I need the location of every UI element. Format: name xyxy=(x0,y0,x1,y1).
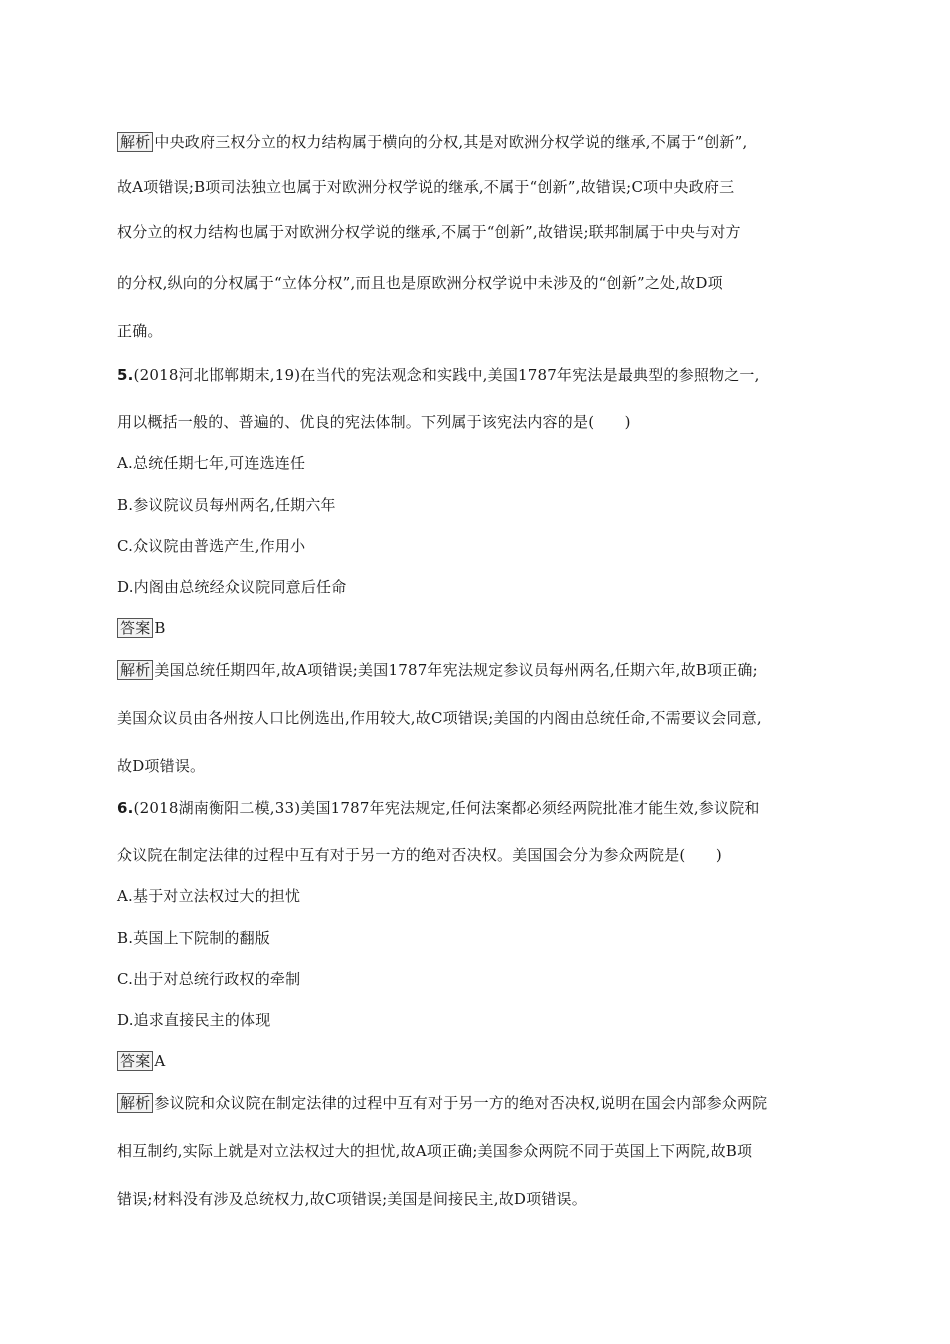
analysis-tag: 解析 xyxy=(117,660,153,680)
question-number: 5. xyxy=(117,366,134,384)
answer-value: B xyxy=(154,619,166,637)
question-stem-line: 众议院在制定法律的过程中互有对于另一方的绝对否决权。美国国会分为参众两院是( ) xyxy=(117,846,722,864)
analysis-line: 故A项错误;B项司法独立也属于对欧洲分权学说的继承,不属于“创新”,故错误;C项中央政府三 xyxy=(117,178,735,196)
question-number: 6. xyxy=(117,799,134,817)
option-d: D.追求直接民主的体现 xyxy=(117,1011,271,1029)
option-c: C.出于对总统行政权的牵制 xyxy=(117,970,301,988)
analysis-line: 解析 中央政府三权分立的权力结构属于横向的分权,其是对欧洲分权学说的继承,不属于“创新”, xyxy=(117,131,837,153)
analysis-line: 解析 美国总统任期四年,故A项错误;美国1787年宪法规定参议员每州两名,任期六年,故B项正确; xyxy=(117,659,837,681)
analysis-line: 正确。 xyxy=(117,322,163,340)
option-b: B.英国上下院制的翻版 xyxy=(117,929,270,947)
analysis-line: 解析 参议院和众议院在制定法律的过程中互有对于另一方的绝对否决权,说明在国会内部参众两院 xyxy=(117,1092,837,1114)
analysis-line: 美国众议员由各州按人口比例选出,作用较大,故C项错误;美国的内阁由总统任命,不需要议会同意, xyxy=(117,709,762,727)
option-c: C.众议院由普选产生,作用小 xyxy=(117,537,306,555)
option-a: A.总统任期七年,可连选连任 xyxy=(117,454,306,472)
analysis-line: 权分立的权力结构也属于对欧洲分权学说的继承,不属于“创新”,故错误;联邦制属于中央与对方 xyxy=(117,223,741,241)
answer-line xyxy=(117,617,837,639)
question-6 xyxy=(117,797,837,819)
answer-line xyxy=(117,1050,837,1072)
analysis-line: 故D项错误。 xyxy=(117,757,206,775)
answer-tag: 答案 xyxy=(117,618,153,638)
analysis-tag: 解析 xyxy=(117,1093,153,1113)
question-5 xyxy=(117,364,837,386)
analysis-line: 相互制约,实际上就是对立法权过大的担忧,故A项正确;美国参众两院不同于英国上下两院,故B项 xyxy=(117,1142,753,1160)
option-b: B.参议院议员每州两名,任期六年 xyxy=(117,496,336,514)
q4-analysis xyxy=(117,131,837,153)
answer-value: A xyxy=(154,1052,166,1070)
analysis-tag: 解析 xyxy=(117,132,153,152)
option-d: D.内阁由总统经众议院同意后任命 xyxy=(117,578,347,596)
analysis-line: 的分权,纵向的分权属于“立体分权”,而且也是原欧洲分权学说中未涉及的“创新”之处,故D项 xyxy=(117,274,723,292)
answer-tag: 答案 xyxy=(117,1051,153,1071)
option-a: A.基于对立法权过大的担忧 xyxy=(117,887,301,905)
question-stem-line: 用以概括一般的、普遍的、优良的宪法体制。下列属于该宪法内容的是( ) xyxy=(117,413,631,431)
question-stem-line: 5.(2018河北邯郸期末,19)在当代的宪法观念和实践中,美国1787年宪法是最典型的参照物之一, xyxy=(117,366,760,384)
question-stem-line: 6.(2018湖南衡阳二模,33)美国1787年宪法规定,任何法案都必须经两院批准才能生效,参议院和 xyxy=(117,799,760,817)
analysis-line: 错误;材料没有涉及总统权力,故C项错误;美国是间接民主,故D项错误。 xyxy=(117,1190,587,1208)
